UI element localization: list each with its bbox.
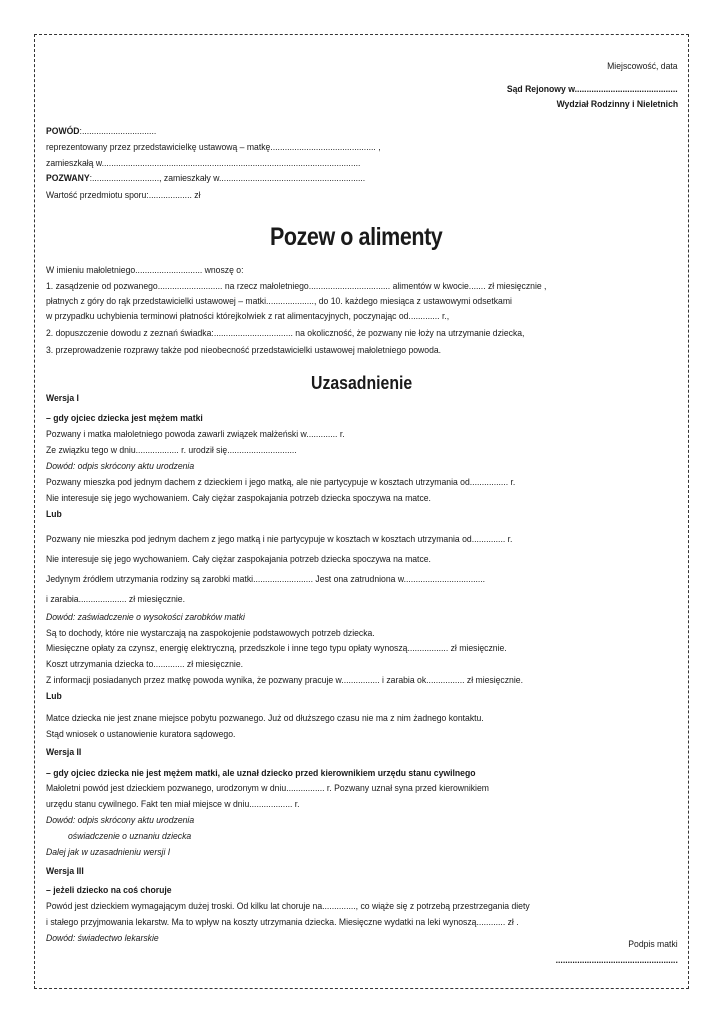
signature-label: Podpis matki [628,938,678,949]
or-label: Lub [46,690,62,701]
paragraph-line: Koszt utrzymania dziecka to............. zł miesięcznie. [46,658,244,669]
plaintiff-label: POWÓD [46,125,80,136]
paragraph-line: Powód jest dzieckiem wymagającym dużej troski. Od kilku lat choruje na.............., co wiąże się z potrzebą przestrzegania diety [46,900,530,911]
paragraph-line: Małoletni powód jest dzieckiem pozwanego, urodzonym w dniu................ r. Pozwany uznał syna przed kierownikiem [46,782,489,793]
reference-line: Dalej jak w uzasadnieniu wersji I [46,846,171,857]
version-2-label: Wersja II [46,746,82,757]
defendant-label: POZWANY [46,172,90,183]
document-title: Pozew o alimenty [270,223,443,251]
claim-item-3: 3. przeprowadzenie rozprawy także pod nieobecność przedstawicielki ustawowej małoletniego powoda. [46,344,442,355]
signature-line: ................................................... [555,954,678,965]
claim-intro: W imieniu małoletniego............................ wnoszę o: [46,264,244,275]
defendant-line [46,172,365,184]
place-date: Miejscowość, data [607,60,678,71]
residence-line: zamieszkałą w............................................................................................................ [46,157,361,168]
evidence-line: oświadczenie o uznaniu dziecka [68,830,192,841]
paragraph-line: Nie interesuje się jego wychowaniem. Cały ciężar zaspokajania potrzeb dziecka spoczywa na matce. [46,492,431,503]
paragraph-line: Pozwany i matka małoletniego powoda zawarli związek małżeński w............. r. [46,428,345,439]
court-department: Wydział Rodzinny i Nieletnich [556,98,678,109]
paragraph-line: Pozwany nie mieszka pod jednym dachem z jego matką i nie partycypuje w kosztach w kosztach utrzymania od.............. r. [46,533,513,544]
paragraph-line: Nie interesuje się jego wychowaniem. Cały ciężar zaspokajania potrzeb dziecka spoczywa na matce. [46,553,431,564]
version-1-heading: – gdy ojciec dziecka jest mężem matki [46,412,203,423]
claim-item-2: 2. dopuszczenie dowodu z zeznań świadka:................................. na okoliczność, że pozwany nie łoży na utrzymanie dziecka, [46,327,525,338]
or-label: Lub [46,508,62,519]
dispute-value-line: Wartość przedmiotu sporu:.................. zł [46,189,201,200]
paragraph-line: Ze związku tego w dniu.................. r. urodził się............................. [46,444,297,455]
paragraph-line: Jedynym źródłem utrzymania rodziny są zarobki matki......................... Jest ona zatrudniona w.................................. [46,573,486,584]
paragraph-line: Miesięczne opłaty za czynsz, energię elektryczną, przedszkole i inne tego typu opłaty wynoszą................. zł miesięcznie. [46,642,507,653]
paragraph-line: i zarabia.................... zł miesięcznie. [46,593,186,604]
claim-item-1-cont: płatnych z góry do rąk przedstawicielki ustawowej – matki...................., do 10. każdego miesiąca z ustawowymi odsetkami [46,295,512,306]
paragraph-line: Pozwany mieszka pod jednym dachem z dzieckiem i jego matką, ale nie partycypuje w kosztach utrzymania od................ r. [46,476,516,487]
claim-item-1-cont2: w przypadku uchybienia terminowi płatności którejkolwiek z rat alimentacyjnych, poczynając od............. r., [46,310,450,321]
version-2-heading: – gdy ojciec dziecka nie jest mężem matki, ale uznał dziecko przed kierownikiem urzędu stanu cywilnego [46,767,476,778]
evidence-line: Dowód: odpis skrócony aktu urodzenia [46,814,195,825]
plaintiff-value: :............................... [79,125,157,136]
paragraph-line: Są to dochody, które nie wystarczają na zaspokojenie podstawowych potrzeb dziecka. [46,627,375,638]
paragraph-line: i stałego przyjmowania lekarstw. Ma to wpływ na koszty utrzymania dziecka. Miesięczne wydatki na leki wynoszą............ zł . [46,916,519,927]
paragraph-line: Z informacji posiadanych przez matkę powoda wynika, że pozwany pracuje w................ i zarabia ok................ zł miesięcznie. [46,674,523,685]
version-3-heading: – jeżeli dziecko na coś choruje [46,884,172,895]
paragraph-line: Stąd wniosek o ustanowienie kuratora sądowego. [46,728,236,739]
evidence-line: Dowód: odpis skrócony aktu urodzenia [46,460,195,471]
plaintiff-line [46,125,156,137]
court-name: Sąd Rejonowy w........................................... [507,83,678,94]
defendant-value: :............................, zamieszkały w............................................................. [89,172,366,183]
evidence-line: Dowód: zaświadczenie o wysokości zarobków matki [46,611,245,622]
version-3-label: Wersja III [46,865,84,876]
paragraph-line: Matce dziecka nie jest znane miejsce pobytu pozwanego. Już od dłuższego czasu nie ma z nim żadnego kontaktu. [46,712,484,723]
paragraph-line: urzędu stanu cywilnego. Fakt ten miał miejsce w dniu.................. r. [46,798,300,809]
claim-item-1: 1. zasądzenie od pozwanego........................... na rzecz małoletniego.................................. alimentów w kwocie....... zł miesięcznie , [46,280,547,291]
evidence-line: Dowód: świadectwo lekarskie [46,932,159,943]
justification-title: Uzasadnienie [311,373,413,393]
representative-line: reprezentowany przez przedstawicielkę ustawową – matkę............................................ , [46,141,381,152]
version-1-label: Wersja I [46,392,79,403]
